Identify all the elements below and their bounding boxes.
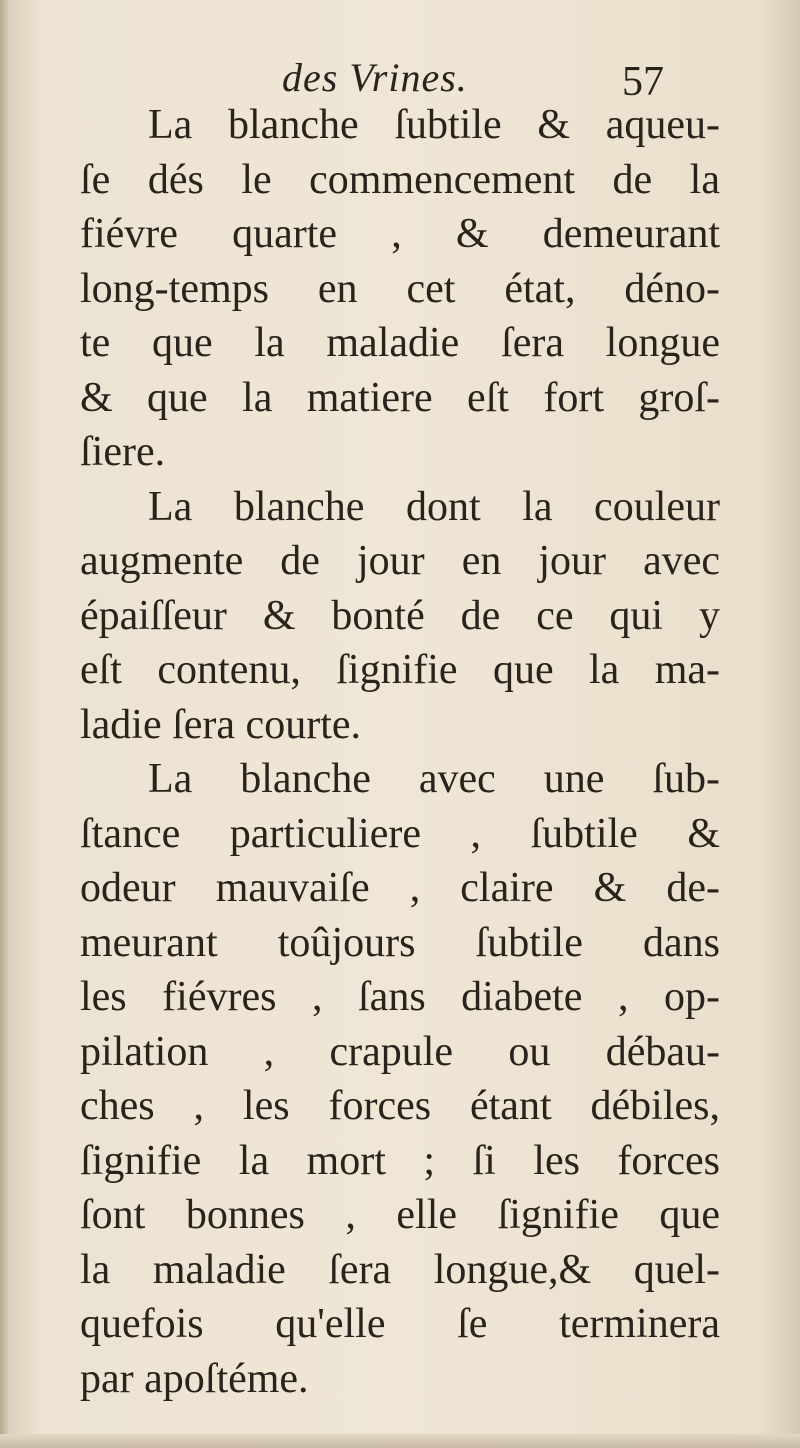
text-line: quefois qu'elle ſe terminera [80, 1301, 720, 1347]
body-text [80, 98, 720, 1406]
text-line: augmente de jour en jour avec [80, 538, 720, 584]
text-line: La blanche avec une ſub- [148, 756, 720, 802]
text-line: la maladie ſera longue,& quel- [80, 1246, 720, 1293]
text-line: & que la matiere eſt fort groſ- [80, 374, 720, 421]
text-line: odeur mauvaiſe , claire & de- [80, 865, 720, 911]
text-line: ſignifie la mort ; ſi les forces [80, 1137, 720, 1184]
page-number: 57 [622, 59, 664, 105]
text-line: La blanche dont la couleur [148, 483, 720, 530]
text-line: par apoſtéme. [80, 1355, 309, 1402]
text-line: ſtance particuliere , ſubtile & [80, 810, 720, 857]
text-line: ches , les forces étant débiles, [80, 1083, 720, 1129]
text-line: pilation , crapule ou débau- [80, 1028, 720, 1075]
running-title: des Vrines. [282, 55, 468, 100]
text-line: épaiſſeur & bonté de ce qui y [80, 592, 720, 639]
text-line: te que la maladie ſera longue [80, 320, 720, 366]
text-line: La blanche ſubtile & aqueu- [148, 102, 720, 148]
text-line: ſont bonnes , elle ſignifie que [80, 1192, 720, 1238]
text-line: meurant toûjours ſubtile dans [80, 919, 720, 966]
page-bottom-edge [0, 1434, 800, 1448]
text-line: ſe dés le commencement de la [80, 156, 720, 203]
text-line: eſt contenu, ſignifie que la ma- [80, 647, 720, 693]
text-line: long-temps en cet état, déno- [80, 265, 720, 312]
page-left-edge [0, 0, 10, 1448]
text-line: les fiévres , ſans diabete , op- [80, 974, 720, 1020]
text-line: ladie ſera courte. [80, 701, 361, 748]
text-line: fiévre quarte , & demeurant [80, 211, 720, 257]
text-line: ſiere. [80, 429, 166, 475]
